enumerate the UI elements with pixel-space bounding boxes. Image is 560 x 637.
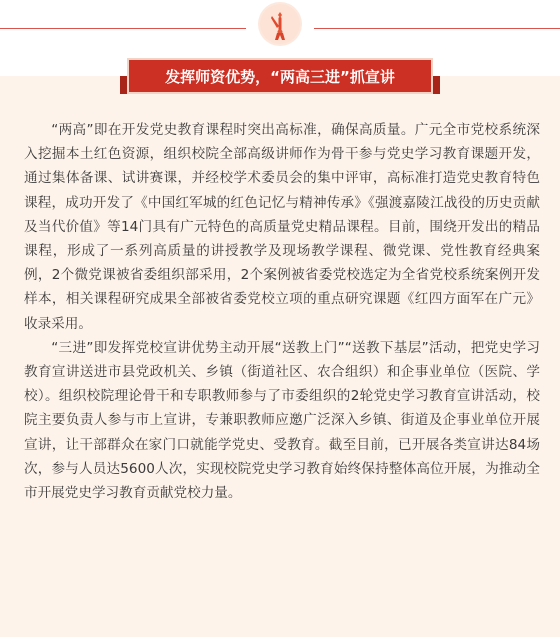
paragraph-three-enters: “三进”即发挥党校宣讲优势主动开展“送教上门”“送教下基层”活动，把党史学习教育宣讲送进市县党政机关、乡镇（街道社区、农合组织）和企事业单位（医院、学校）。组织校院理论骨干和专职教师参与了市委组织的2轮党史学习教育宣讲活动，校院主要负责人参与市上宣讲，专兼职教师应邀广泛深入乡镇、街道及企事业单位开展宣讲，让干部群众在家门口就能学党史、受教育。截至目前，已开展各类宣讲达84场次，参与人员达5600人次，实现校院党史学习教育始终保持整体高位开展，为推动全市开展党史学习教育贡献党校力量。 (24, 339, 540, 502)
article-body (24, 118, 540, 505)
header-divider-right (314, 28, 560, 29)
torch-figure-icon (258, 2, 302, 46)
paragraph-two-highs: “两高”即在开发党史教育课程时突出高标准，确保高质量。广元全市党校系统深入挖掘本土红色资源，组织校院全部高级讲师作为骨干参与党史学习教育课题开发，通过集体备课、试讲赛课，并经校学术委员会的集中评审，高标准打造党史教育特色课程，成功开发了《中国红军城的红色记忆与精神传承》《强渡嘉陵江战役的历史贡献及当代价值》等14门具有广元特色的高质量党史精品课程。目前，围绕开发出的精品课程，形成了一系列高质量的讲授教学及现场教学课程、微党课、党性教育经典案例，2个微党课被省委组织部采用，2个案例被省委党校选定为全省党校系统案例开发样本，相关课程研究成果全部被省委党校立项的重点研究课题《红四方面军在广元》收录采用。 (24, 122, 540, 332)
header-divider-left (0, 28, 246, 29)
section-title-banner (127, 58, 433, 94)
torch-figure-icon-graphic (258, 2, 302, 46)
section-title: 发挥师资优势，“两高三进”抓宣讲 (165, 67, 395, 86)
